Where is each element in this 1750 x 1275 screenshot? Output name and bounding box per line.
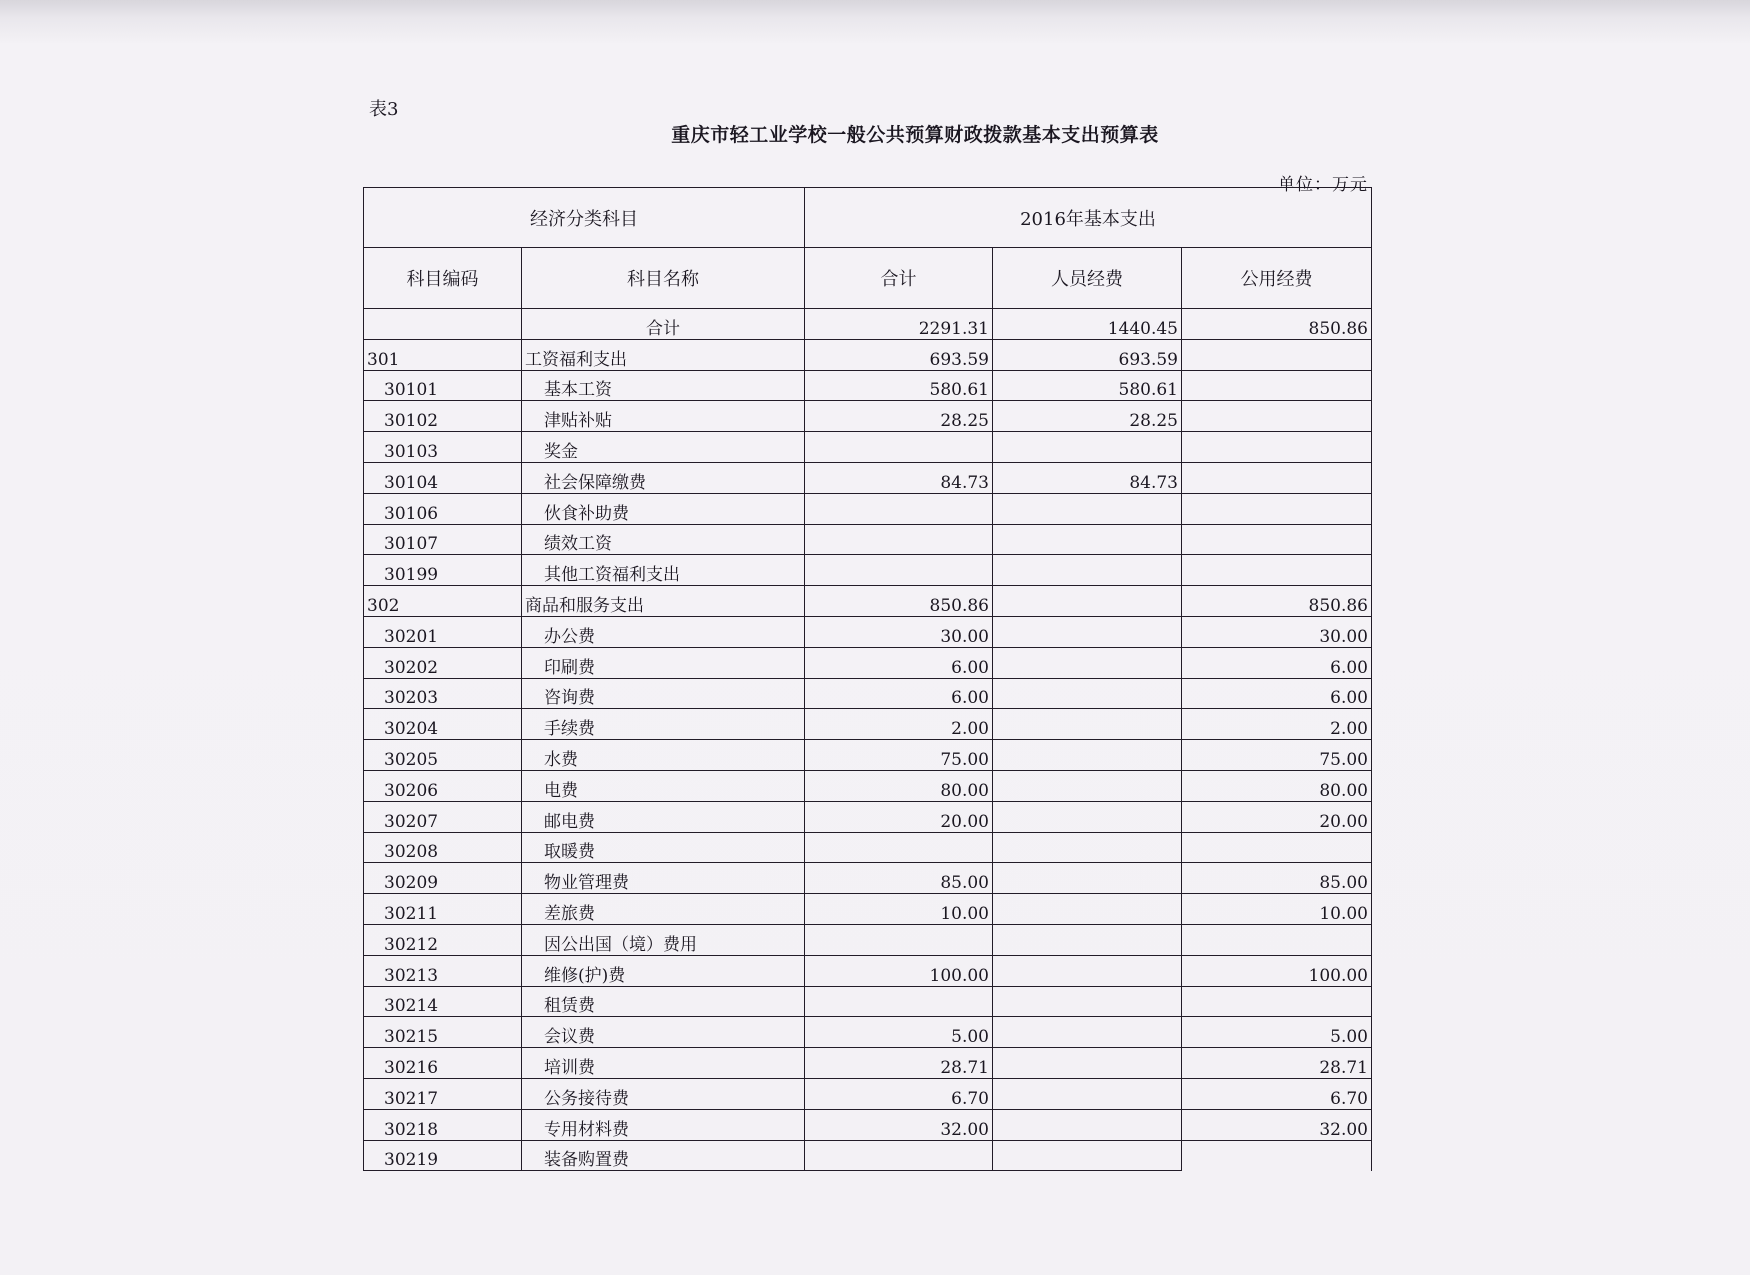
- subject-code-cell: 30211: [364, 894, 522, 925]
- subject-code-cell: 30202: [364, 647, 522, 678]
- personnel-cost-cell: [993, 832, 1182, 863]
- personnel-cost-cell: [993, 1078, 1182, 1109]
- public-cost-cell: [1182, 986, 1372, 1017]
- subject-name-cell: 工资福利支出: [522, 339, 805, 370]
- total-cell: 84.73: [805, 462, 993, 493]
- public-cost-cell: [1182, 524, 1372, 555]
- public-cost-cell: 6.70: [1182, 1078, 1372, 1109]
- public-cost-cell: 20.00: [1182, 801, 1372, 832]
- total-cell: [805, 924, 993, 955]
- public-cost-cell: 2.00: [1182, 709, 1372, 740]
- total-cell: 100.00: [805, 955, 993, 986]
- subject-name-cell: 手续费: [522, 709, 805, 740]
- personnel-cost-cell: [993, 740, 1182, 771]
- subject-name-cell: 电费: [522, 770, 805, 801]
- subject-code-cell: 30217: [364, 1078, 522, 1109]
- personnel-cost-cell: [993, 863, 1182, 894]
- personnel-cost-cell: [993, 432, 1182, 463]
- subject-code-cell: 30207: [364, 801, 522, 832]
- total-cell: 6.00: [805, 647, 993, 678]
- personnel-cost-cell: [993, 770, 1182, 801]
- subject-code-cell: 30212: [364, 924, 522, 955]
- subject-name-cell: 咨询费: [522, 678, 805, 709]
- public-cost-cell: [1182, 401, 1372, 432]
- unit-label: 单位：万元: [1278, 175, 1368, 195]
- subject-code-cell: 30214: [364, 986, 522, 1017]
- personnel-cost-cell: [993, 801, 1182, 832]
- subject-name-cell: 差旅费: [522, 894, 805, 925]
- total-cell: 28.71: [805, 1048, 993, 1079]
- subject-code-cell: 30216: [364, 1048, 522, 1079]
- subject-name-cell: 邮电费: [522, 801, 805, 832]
- personnel-cost-cell: [993, 955, 1182, 986]
- table-row: [364, 647, 1372, 678]
- table-row: [364, 740, 1372, 771]
- public-cost-cell: [1182, 339, 1372, 370]
- subject-code-cell: 302: [364, 586, 522, 617]
- total-cell: 75.00: [805, 740, 993, 771]
- personnel-cost-cell: [993, 924, 1182, 955]
- personnel-cost-cell: [993, 1017, 1182, 1048]
- header-public-cost: 公用经费: [1182, 248, 1372, 309]
- table-row: [364, 462, 1372, 493]
- table-row: [364, 401, 1372, 432]
- table-row: [364, 924, 1372, 955]
- total-cell: [805, 986, 993, 1017]
- public-cost-cell: 80.00: [1182, 770, 1372, 801]
- subject-code-cell: 30103: [364, 432, 522, 463]
- table-row: [364, 493, 1372, 524]
- subject-code-cell: 30106: [364, 493, 522, 524]
- subject-code-cell: 30205: [364, 740, 522, 771]
- public-cost-cell: [1182, 493, 1372, 524]
- table-row: [364, 1140, 1372, 1171]
- public-cost-cell: [1182, 370, 1372, 401]
- public-cost-cell: [1182, 832, 1372, 863]
- table-row: [364, 370, 1372, 401]
- total-cell: [805, 432, 993, 463]
- subject-code-cell: 301: [364, 339, 522, 370]
- total-name-cell: 合计: [522, 309, 805, 340]
- table-row: [364, 678, 1372, 709]
- total-cell: 6.00: [805, 678, 993, 709]
- personnel-cost-cell: [993, 894, 1182, 925]
- subject-code-cell: 30206: [364, 770, 522, 801]
- subject-code-cell: 30102: [364, 401, 522, 432]
- personnel-cost-cell: [993, 555, 1182, 586]
- subject-name-cell: 取暖费: [522, 832, 805, 863]
- subject-code-cell: 30208: [364, 832, 522, 863]
- table-row: [364, 1017, 1372, 1048]
- public-cost-cell: 100.00: [1182, 955, 1372, 986]
- table-row: [364, 1078, 1372, 1109]
- subject-code-cell: 30101: [364, 370, 522, 401]
- subject-code-cell: 30203: [364, 678, 522, 709]
- subject-name-cell: 公务接待费: [522, 1078, 805, 1109]
- table-row: [364, 1109, 1372, 1140]
- header-personnel-cost: 人员经费: [993, 248, 1182, 309]
- total-cell: [805, 493, 993, 524]
- personnel-cost-cell: 580.61: [993, 370, 1182, 401]
- subject-name-cell: 培训费: [522, 1048, 805, 1079]
- document-title: 重庆市轻工业学校一般公共预算财政拨款基本支出预算表: [671, 124, 1159, 146]
- public-cost-cell: [1182, 924, 1372, 955]
- subject-name-cell: 奖金: [522, 432, 805, 463]
- personnel-cost-cell: [993, 986, 1182, 1017]
- subject-name-cell: 会议费: [522, 1017, 805, 1048]
- subject-name-cell: 绩效工资: [522, 524, 805, 555]
- sheet-label: 表3: [369, 99, 399, 120]
- total-cell: [805, 832, 993, 863]
- table-row: [364, 432, 1372, 463]
- header-column-row: [364, 248, 1372, 309]
- personnel-cost-cell: [993, 1140, 1182, 1171]
- public-cost-cell: [1182, 555, 1372, 586]
- header-subject-code: 科目编码: [364, 248, 522, 309]
- total-cell: 28.25: [805, 401, 993, 432]
- total-cell: [805, 524, 993, 555]
- personnel-cost-cell: [993, 616, 1182, 647]
- personnel-cost-cell: [993, 493, 1182, 524]
- table-row: [364, 616, 1372, 647]
- total-cell: 32.00: [805, 1109, 993, 1140]
- total-cell: [805, 555, 993, 586]
- total-cell: 850.86: [805, 586, 993, 617]
- personnel-cost-cell: 84.73: [993, 462, 1182, 493]
- personnel-cost-cell: 28.25: [993, 401, 1182, 432]
- subject-code-cell: 30199: [364, 555, 522, 586]
- public-cost-cell: 10.00: [1182, 894, 1372, 925]
- subject-code-cell: 30219: [364, 1140, 522, 1171]
- subject-code-cell: 30204: [364, 709, 522, 740]
- total-cell: 5.00: [805, 1017, 993, 1048]
- table-row: [364, 709, 1372, 740]
- total-cell: 30.00: [805, 616, 993, 647]
- table-row: [364, 339, 1372, 370]
- table-row: [364, 894, 1372, 925]
- total-cell: [805, 1140, 993, 1171]
- subject-code-cell: 30215: [364, 1017, 522, 1048]
- table-row: [364, 586, 1372, 617]
- subject-name-cell: 印刷费: [522, 647, 805, 678]
- subject-name-cell: 因公出国（境）费用: [522, 924, 805, 955]
- public-cost-cell: 75.00: [1182, 740, 1372, 771]
- public-cost-cell: 6.00: [1182, 678, 1372, 709]
- public-cost-cell: 30.00: [1182, 616, 1372, 647]
- table-row: [364, 832, 1372, 863]
- header-basic-expenditure: 2016年基本支出: [805, 188, 1372, 248]
- subject-name-cell: 津贴补贴: [522, 401, 805, 432]
- public-cost-cell: 32.00: [1182, 1109, 1372, 1140]
- public-cost-cell: 5.00: [1182, 1017, 1372, 1048]
- subject-name-cell: 租赁费: [522, 986, 805, 1017]
- public-cost-cell: 850.86: [1182, 586, 1372, 617]
- header-subject-name: 科目名称: [522, 248, 805, 309]
- subject-name-cell: 专用材料费: [522, 1109, 805, 1140]
- personnel-cost-cell: [993, 1109, 1182, 1140]
- subject-code-cell: 30104: [364, 462, 522, 493]
- table-row: [364, 863, 1372, 894]
- personnel-cost-cell: [993, 709, 1182, 740]
- total-cell: 693.59: [805, 339, 993, 370]
- personnel-cost-cell: 693.59: [993, 339, 1182, 370]
- header-economic-category: 经济分类科目: [364, 188, 805, 248]
- public-cost-cell: [1182, 1140, 1372, 1171]
- total-cell: 80.00: [805, 770, 993, 801]
- total-personnel-cell: 1440.45: [993, 309, 1182, 340]
- subject-code-cell: 30218: [364, 1109, 522, 1140]
- personnel-cost-cell: [993, 678, 1182, 709]
- total-code-cell: [364, 309, 522, 340]
- subject-name-cell: 水费: [522, 740, 805, 771]
- header-group-row: [364, 188, 1372, 248]
- subject-code-cell: 30107: [364, 524, 522, 555]
- table-row: [364, 555, 1372, 586]
- total-row: [364, 309, 1372, 340]
- subject-name-cell: 其他工资福利支出: [522, 555, 805, 586]
- total-cell: 10.00: [805, 894, 993, 925]
- subject-name-cell: 物业管理费: [522, 863, 805, 894]
- personnel-cost-cell: [993, 647, 1182, 678]
- table-row: [364, 770, 1372, 801]
- total-cell: 2.00: [805, 709, 993, 740]
- table-row: [364, 801, 1372, 832]
- total-cell: 580.61: [805, 370, 993, 401]
- personnel-cost-cell: [993, 586, 1182, 617]
- table-row: [364, 955, 1372, 986]
- total-cell: 20.00: [805, 801, 993, 832]
- personnel-cost-cell: [993, 1048, 1182, 1079]
- subject-name-cell: 维修(护)费: [522, 955, 805, 986]
- subject-name-cell: 社会保障缴费: [522, 462, 805, 493]
- header-total: 合计: [805, 248, 993, 309]
- subject-name-cell: 基本工资: [522, 370, 805, 401]
- table-row: [364, 524, 1372, 555]
- total-cell: 85.00: [805, 863, 993, 894]
- public-cost-cell: 28.71: [1182, 1048, 1372, 1079]
- total-public-cell: 850.86: [1182, 309, 1372, 340]
- personnel-cost-cell: [993, 524, 1182, 555]
- total-cell: 6.70: [805, 1078, 993, 1109]
- budget-table: [363, 187, 1372, 1171]
- total-sum-cell: 2291.31: [805, 309, 993, 340]
- public-cost-cell: 6.00: [1182, 647, 1372, 678]
- subject-code-cell: 30201: [364, 616, 522, 647]
- subject-code-cell: 30209: [364, 863, 522, 894]
- public-cost-cell: [1182, 462, 1372, 493]
- table-row: [364, 986, 1372, 1017]
- subject-name-cell: 伙食补助费: [522, 493, 805, 524]
- table-row: [364, 1048, 1372, 1079]
- subject-code-cell: 30213: [364, 955, 522, 986]
- subject-name-cell: 装备购置费: [522, 1140, 805, 1171]
- public-cost-cell: 85.00: [1182, 863, 1372, 894]
- subject-name-cell: 办公费: [522, 616, 805, 647]
- subject-name-cell: 商品和服务支出: [522, 586, 805, 617]
- public-cost-cell: [1182, 432, 1372, 463]
